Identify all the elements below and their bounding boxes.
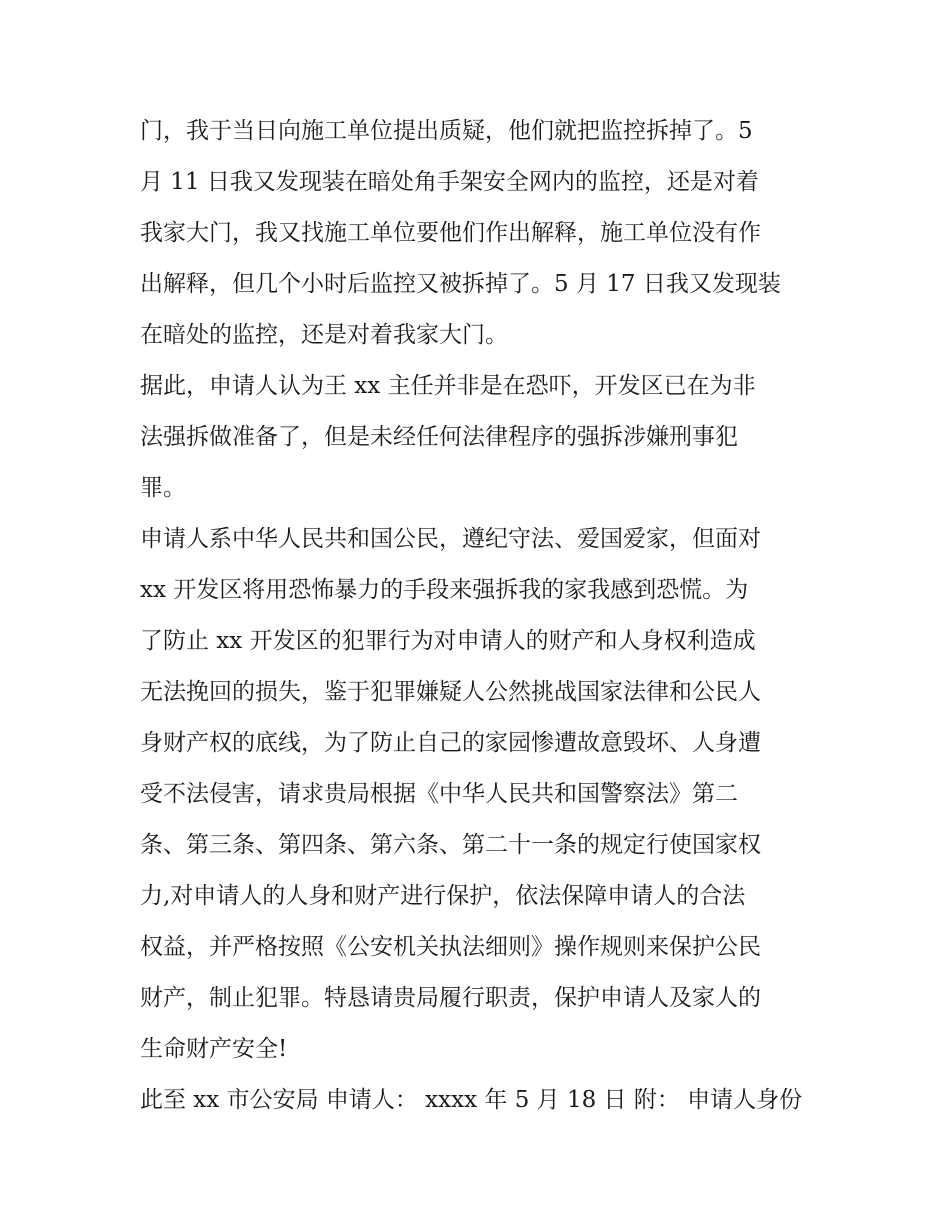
text-line: 力,对申请人的人身和财产进行保护，依法保障申请人的合法 bbox=[140, 883, 746, 909]
text-line: 在暗处的监控，还是对着我家大门。 bbox=[140, 322, 508, 348]
text-line: 罪。 bbox=[140, 475, 186, 501]
text-line: 月 11 日我又发现装在暗处角手架安全网内的监控，还是对着 bbox=[140, 169, 759, 195]
text-line: 我家大门，我又找施工单位要他们作出解释，施工单位没有作 bbox=[140, 220, 761, 246]
text-line: 条、第三条、第四条、第六条、第二十一条的规定行使国家权 bbox=[140, 832, 761, 858]
text-line: 生命财产安全! bbox=[140, 1036, 288, 1062]
text-line: 门，我于当日向施工单位提出质疑，他们就把监控拆掉了。5 bbox=[140, 118, 753, 144]
text-line: 了防止 xx 开发区的犯罪行为对申请人的财产和人身权利造成 bbox=[140, 628, 756, 654]
text-line: 出解释，但几个小时后监控又被拆掉了。5 月 17 日我又发现装 bbox=[140, 271, 781, 297]
text-line: 申请人系中华人民共和国公民，遵纪守法、爱国爱家，但面对 bbox=[140, 526, 761, 552]
text-line: 财产，制止犯罪。特恳请贵局履行职责，保护申请人及家人的 bbox=[140, 985, 761, 1011]
text-line: 身财产权的底线，为了防止自己的家园惨遭故意毁坏、人身遭 bbox=[140, 730, 761, 756]
text-line: 权益，并严格按照《公安机关执法细则》操作规则来保护公民 bbox=[140, 934, 761, 960]
text-line: 受不法侵害，请求贵局根据《中华人民共和国警察法》第二 bbox=[140, 781, 738, 807]
text-line: 法强拆做准备了，但是未经任何法律程序的强拆涉嫌刑事犯 bbox=[140, 424, 738, 450]
document-body bbox=[140, 108, 820, 1128]
text-line: 此至 xx 市公安局 申请人： xxxx 年 5 月 18 日 附： 申请人身份 bbox=[140, 1087, 803, 1113]
text-line: xx 开发区将用恐怖暴力的手段来强拆我的家我感到恐慌。为 bbox=[140, 577, 749, 603]
text-line: 无法挽回的损失，鉴于犯罪嫌疑人公然挑战国家法律和公民人 bbox=[140, 679, 761, 705]
text-line: 据此，申请人认为王 xx 主任并非是在恐吓，开发区已在为非 bbox=[140, 373, 756, 399]
